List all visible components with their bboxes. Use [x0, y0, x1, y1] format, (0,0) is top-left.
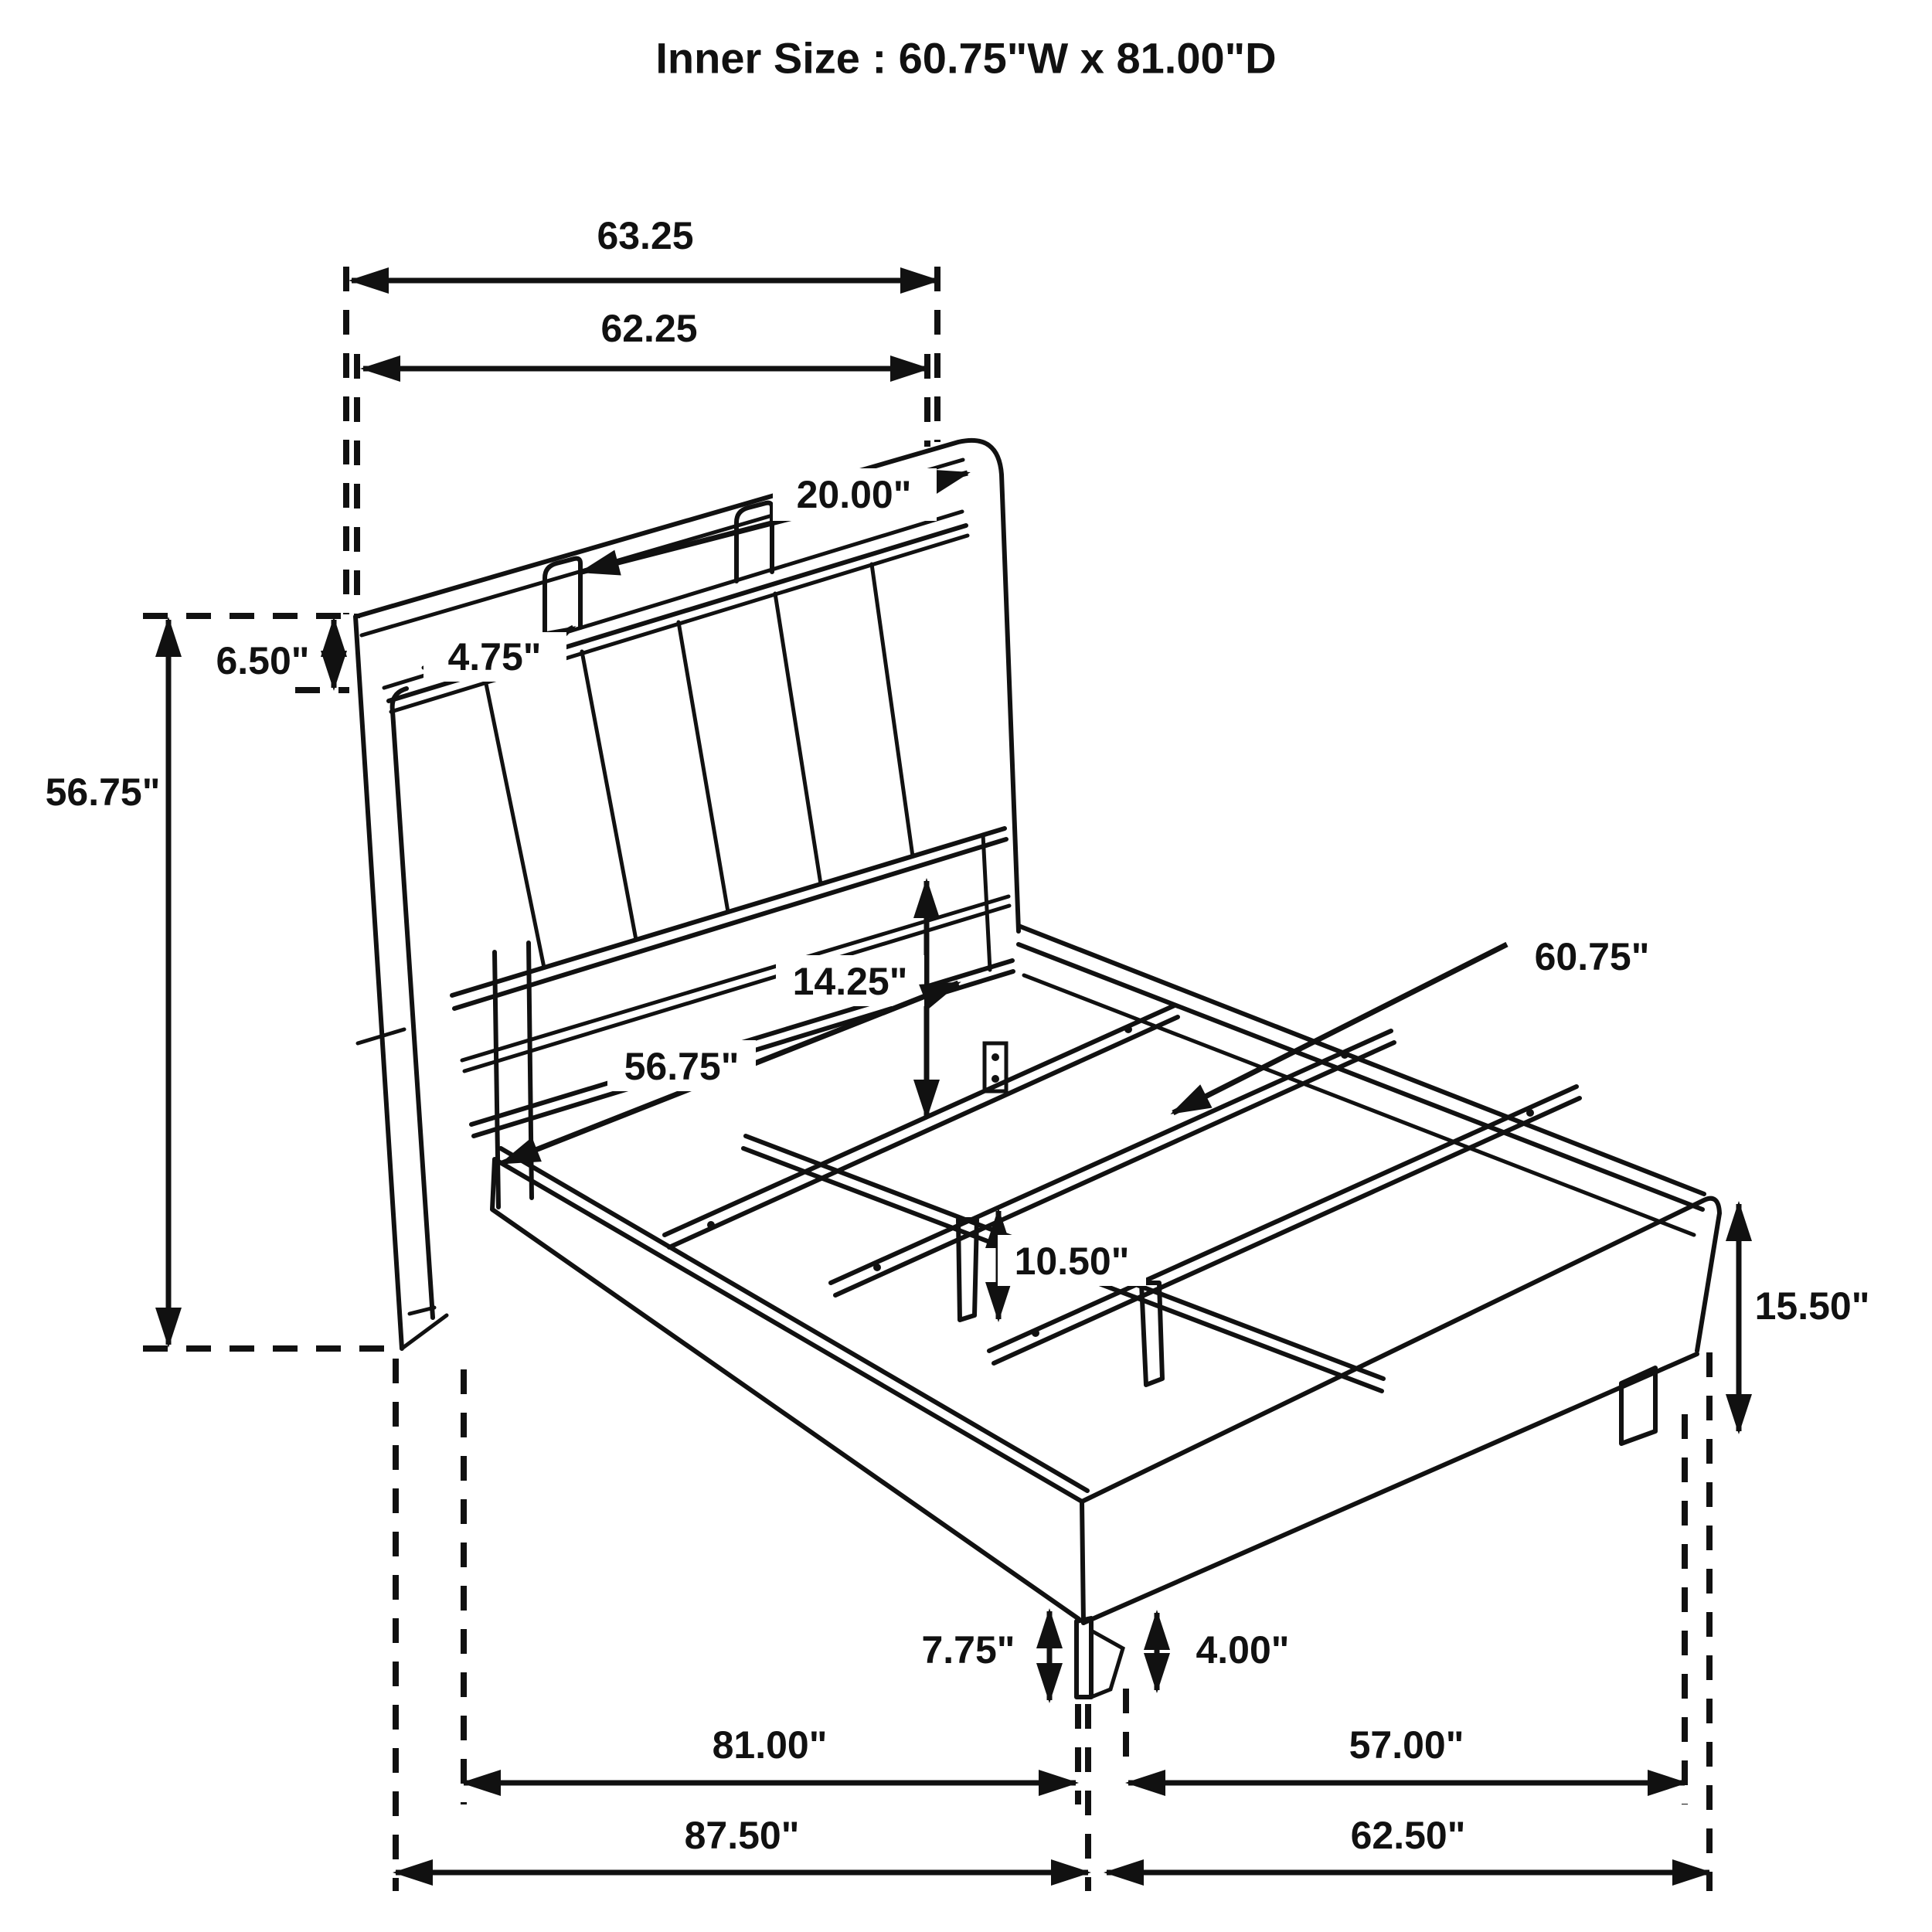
footboard — [1077, 1199, 1719, 1697]
dim-label: 63.25 — [597, 214, 694, 257]
screw-dot — [1341, 1051, 1349, 1059]
dim-label: 60.75" — [1534, 935, 1650, 978]
channel-line — [872, 564, 913, 856]
channel-line — [485, 680, 544, 968]
footboard-top-edge — [1082, 1199, 1719, 1502]
slat-system — [665, 1005, 1580, 1391]
dim-overall-length — [396, 1814, 1088, 1872]
dim-label: 15.50" — [1754, 1284, 1870, 1328]
dim-label: 7.75" — [921, 1628, 1015, 1672]
screw-dot — [707, 1221, 715, 1229]
dim-label: 57.00" — [1349, 1723, 1464, 1767]
screw-dot — [873, 1264, 881, 1271]
channel-line — [582, 651, 636, 940]
dim-label: 87.50" — [684, 1814, 800, 1857]
footboard-bottom-edge — [1083, 1354, 1697, 1623]
screw-dot — [992, 1053, 999, 1061]
screw-dot — [1526, 1109, 1534, 1117]
dim-headboard-height — [46, 620, 402, 1349]
dim-front-leg-height — [921, 1611, 1049, 1700]
channel-line — [679, 622, 728, 912]
screw-dot — [992, 1075, 999, 1083]
shelf-divider — [545, 559, 580, 636]
dim-headboard-panel-width — [357, 307, 927, 618]
dim-foot-leg-height — [1157, 1613, 1290, 1690]
slat-support-leg — [1141, 1283, 1162, 1385]
dim-footboard-inner-width — [1128, 1723, 1685, 1783]
footboard-near-leg-side — [1091, 1631, 1123, 1697]
side-panel-front-edge — [393, 711, 433, 1318]
dim-label: 81.00" — [712, 1723, 828, 1767]
screw-dot — [1124, 1026, 1132, 1033]
footboard-left-end — [1082, 1502, 1083, 1623]
dim-label: 4.00" — [1196, 1628, 1290, 1672]
dim-label: 62.25 — [600, 307, 698, 350]
dim-label: 10.50" — [1014, 1240, 1130, 1283]
footboard-near-leg — [1077, 1618, 1091, 1697]
headboard-side-panel — [355, 617, 447, 1349]
dim-overall-width — [1107, 1814, 1709, 1872]
headboard-upholstered-panel — [452, 564, 1006, 1009]
dim-inner-length — [464, 1723, 1076, 1783]
page-title: Inner Size : 60.75"W x 81.00"D — [655, 33, 1277, 83]
dim-label: 4.75" — [447, 635, 542, 679]
headboard-lower-frame — [462, 835, 1013, 1207]
dim-label: 6.50" — [216, 639, 310, 682]
dim-shelf-opening-width — [582, 468, 968, 572]
dim-shelf-divider-depth — [423, 628, 573, 682]
screw-dot — [1032, 1329, 1039, 1337]
side-panel-leg-bottom — [402, 1308, 447, 1349]
bed-drawing — [355, 440, 1719, 1697]
dim-label: 20.00" — [796, 473, 912, 516]
dim-label: 14.25" — [792, 960, 908, 1003]
dim-label: 56.75" — [45, 770, 161, 814]
dim-footboard-height — [1739, 1204, 1869, 1431]
dim-label: 62.50" — [1350, 1814, 1466, 1857]
leader-arrow — [1173, 944, 1507, 1113]
dim-label: 56.75" — [624, 1045, 740, 1088]
dim-panel-to-slat-height — [776, 881, 927, 1117]
channel-line — [775, 594, 821, 884]
dim-shelf-rim-height — [143, 616, 352, 690]
